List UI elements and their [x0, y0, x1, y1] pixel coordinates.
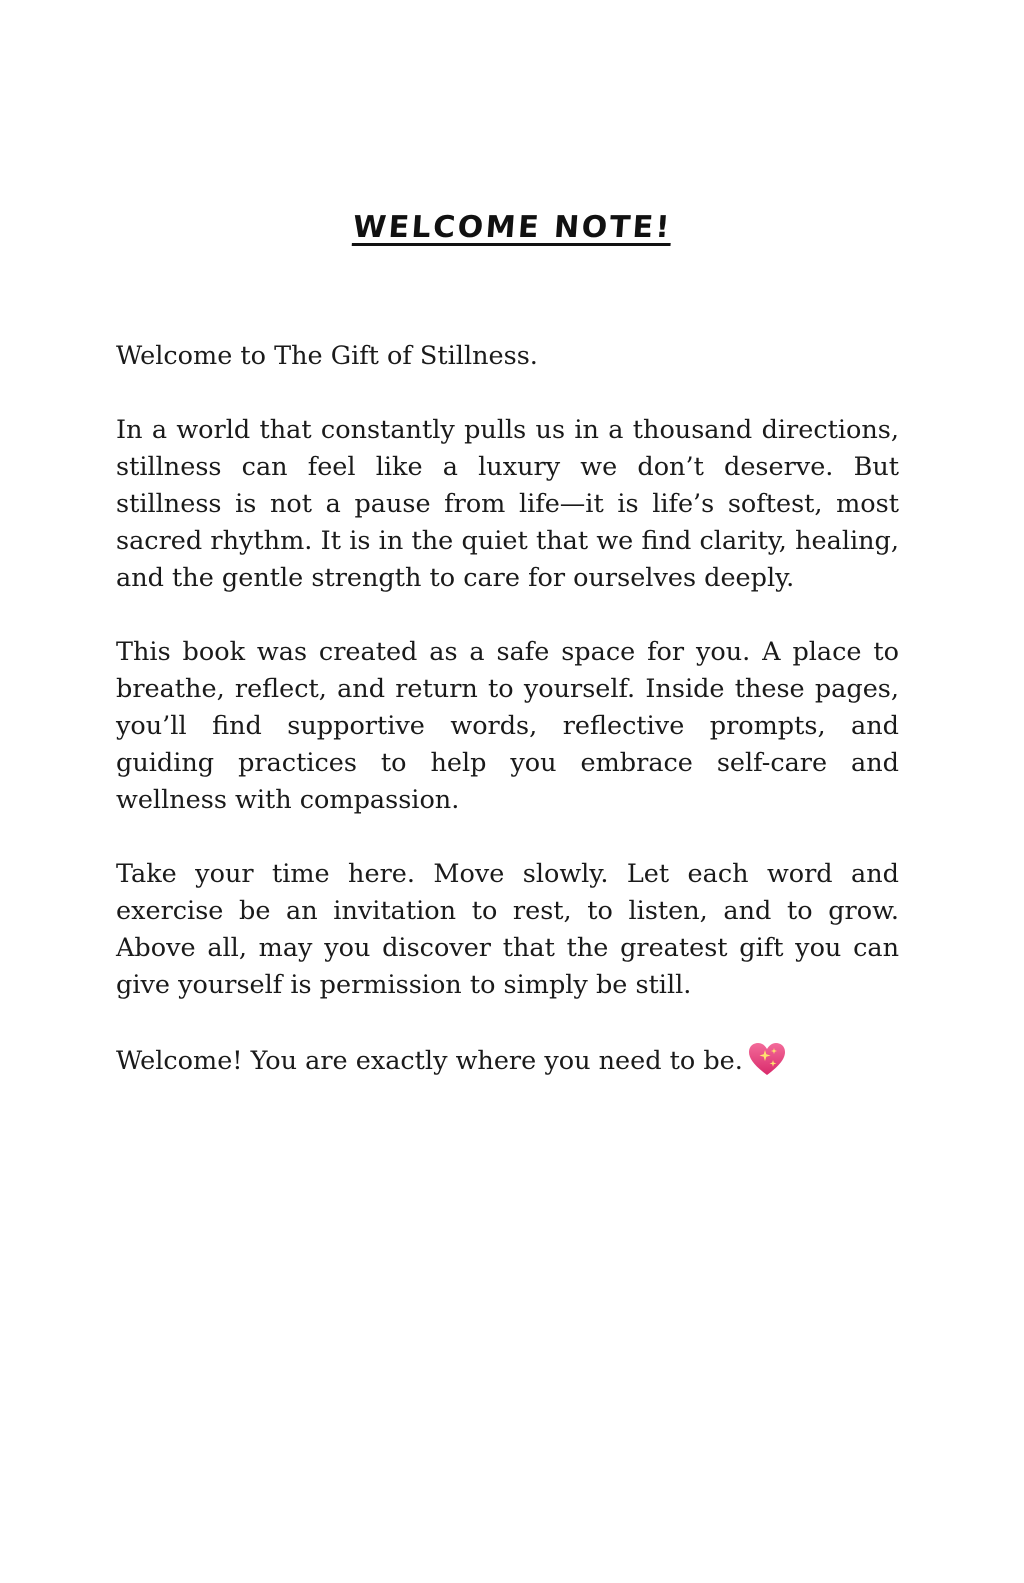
paragraph-4: Take your time here. Move slowly. Let each word and exercise be an invitation to rest, to listen, and to grow. Above all, may you discover that the greatest gift you can give yourself is permission to simply be still.	[116, 859, 899, 1000]
paragraph-3: This book was created as a safe space for you. A place to breathe, reflect, and return to yourself. Inside these pages, you’ll find supportive words, reflective prompts, and guiding practices to help you embrace self-care and wellness with compassion.	[116, 637, 899, 815]
sparkling-heart-icon	[747, 1041, 787, 1077]
paragraph-2: In a world that constantly pulls us in a thousand directions, stillness can feel like a luxury we don’t deserve. But stillness is not a pause from life—it is life’s softest, most sacred rhythm. It is in the quiet that we find clarity, healing, and the gentle strength to care for ourselves deeply.	[116, 415, 899, 593]
paragraph-1: Welcome to The Gift of Stillness.	[116, 341, 538, 371]
closing-line	[116, 1041, 899, 1080]
page-title	[0, 208, 1024, 245]
title-text: WELCOME NOTE!	[351, 210, 673, 245]
welcome-note-body	[116, 338, 899, 1080]
closing-text: Welcome! You are exactly where you need to be.	[116, 1046, 743, 1076]
